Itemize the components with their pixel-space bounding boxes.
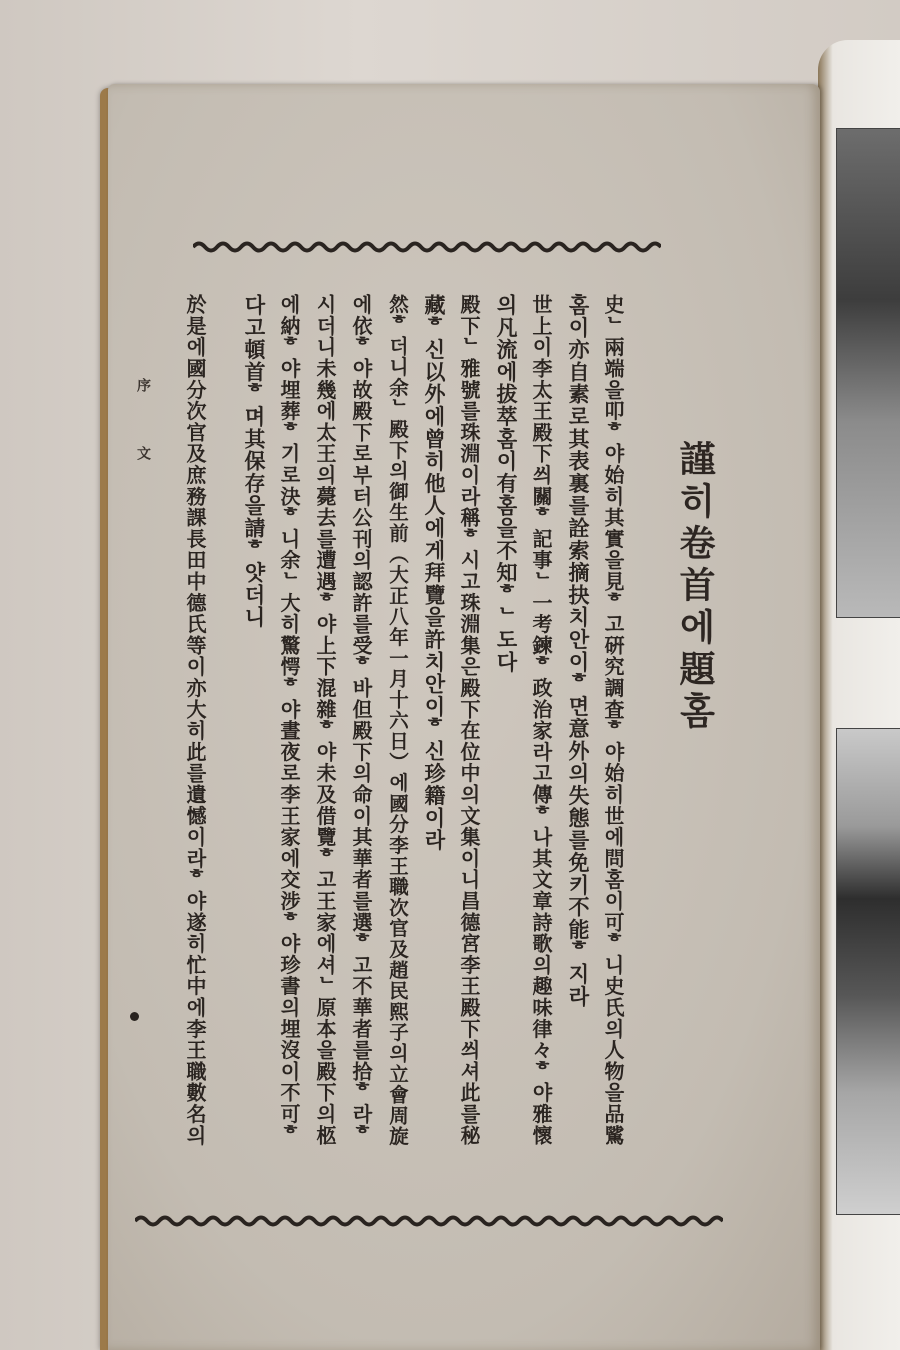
text-column-9: 시더니未幾에太王의薨去를遭遇ᄒ야上下混雜ᄒ야未及借覽ᄒ고王家에셔ᄂ原本을殿下의柩 — [313, 294, 337, 1146]
text-column-12: 於是에國分次官及庶務課長田中德氏等이亦大히此를遺憾이라ᄒ야遂히忙中에李王職數名의 — [183, 294, 207, 1146]
bottom-ornamental-rule — [135, 1214, 723, 1228]
text-column-8: 에依ᄒ야故殿下로부터公刊의認許를受ᄒ바但殿下의命이其華者를選ᄒ고不華者를拾ᄒ라ᄒ — [349, 294, 373, 1146]
facing-page-photo-top — [836, 128, 900, 618]
text-column-6: 藏ᄒ신以外에曾히他人에게拜覽을許치안이ᄒ신珍籍이라 — [422, 294, 447, 852]
text-column-5: 殿下ᄂ雅號를珠淵이라稱ᄒ시고珠淵集은殿下在位中의文集이니昌德宮李王殿下씌셔此를秘 — [457, 294, 481, 1146]
ink-mark — [130, 1012, 139, 1021]
text-column-1: 史ᄂ兩端을叩ᄒ야始히其實을見ᄒ고硏究調査ᄒ야始히世에問홈이可ᄒ니史氏의人物을品騭 — [601, 294, 625, 1146]
text-column-4: 의凡流에拔萃홈이有홈을不知ᄒᄂ도다 — [494, 294, 519, 674]
text-column-11: 다고頓首ᄒ며其保存을請ᄒ얏더니 — [242, 294, 267, 629]
text-column-2: 홈이亦自素로其表裏를詮索摘抉치안이ᄒ면意外의失態를免키不能ᄒ지라 — [566, 294, 591, 1008]
text-column-10: 에納ᄒ야埋葬ᄒ기로決ᄒ니余ᄂ大히驚愕ᄒ야晝夜로李王家에交涉ᄒ야珍書의埋沒이不可ᄒ — [277, 294, 301, 1146]
text-column-7: 然ᄒ더니余ᄂ殿下의御生前（大正八年一月十六日）에國分李王職次官及趙民熙子의立會周旋 — [386, 294, 409, 1147]
top-ornamental-rule — [193, 240, 661, 254]
folio-label: 序文 — [135, 378, 151, 514]
preface-title: 謹히卷首에題홈 — [674, 440, 716, 734]
text-column-3: 世上이李太王殿下씌關ᄒ記事ᄂ一考鍊ᄒ政治家라고傳ᄒ나其文章詩歌의趣味律々ᄒ야雅懷 — [529, 294, 553, 1146]
facing-page-photo-bottom — [836, 728, 900, 1215]
